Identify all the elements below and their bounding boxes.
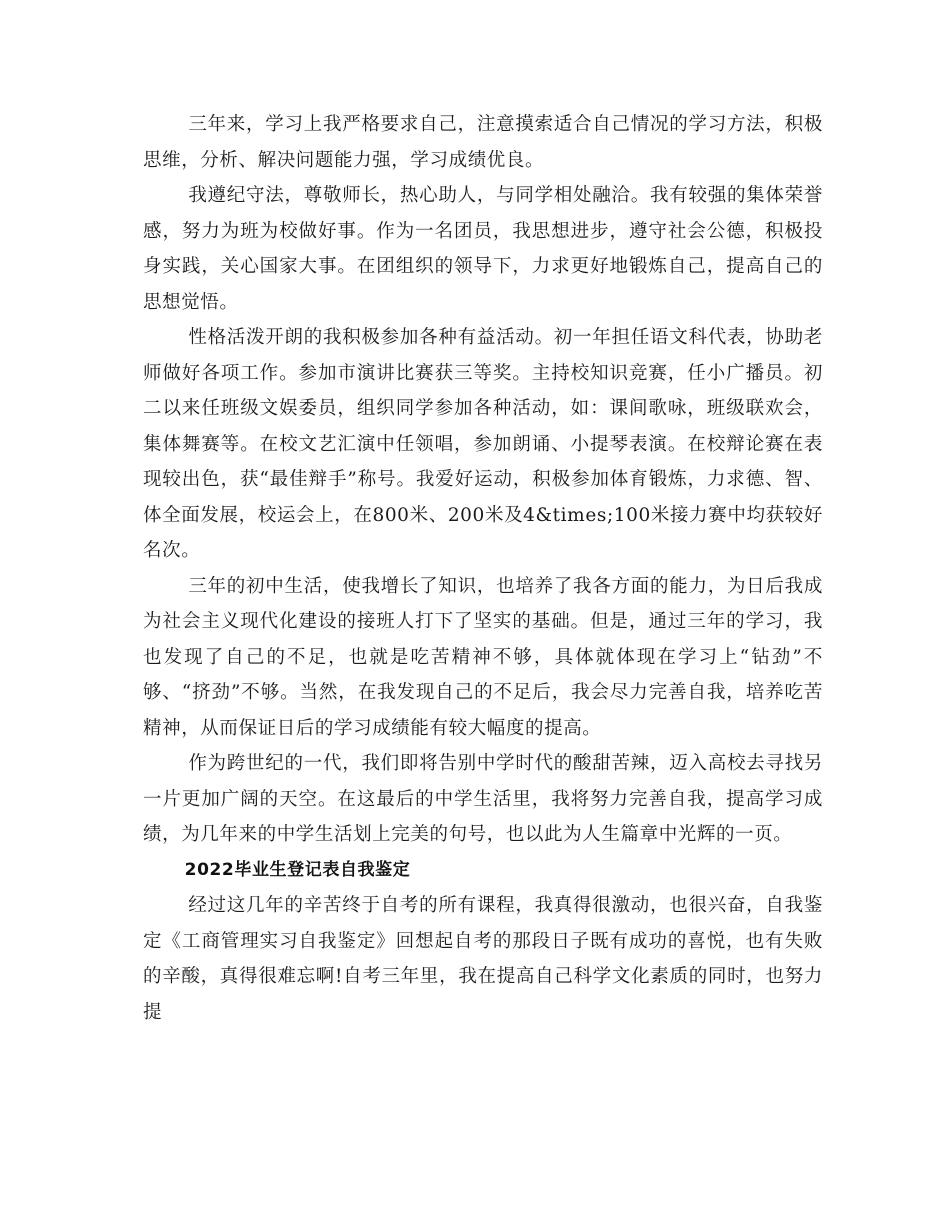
section-heading: 2022毕业生登记表自我鉴定 xyxy=(184,859,411,880)
paragraph-activities: 性格活泼开朗的我积极参加各种有益活动。初一年担任语文科代表，协助老师做好各项工作。参加市演讲比赛获三等奖。主持校知识竞赛，任小广播员。初二以来任班级文娱委员，组织同学参加各种活动，如：课间歌咏，班级联欢会，集体舞赛等。在校文艺汇演中任领唱，参加朗诵、小提琴表演。在校辩论赛在表现较出色，获“最佳辩手”称号。我爱好运动，积极参加体育锻炼，力求德、智、体全面发展，校运会上，在800米、200米及4&times;100米接力赛中均获较好名次。 xyxy=(143,327,823,561)
paragraph-self-exam: 经过这几年的辛苦终于自考的所有课程，我真得很激动，也很兴奋，自我鉴定《工商管理实习自我鉴定》回想起自考的那段日子既有成功的喜悦，也有失败的辛酸，真得很难忘啊!自考三年里，我在提高自己科学文化素质的同时，也努力提 xyxy=(143,895,823,1023)
document-body xyxy=(143,107,823,1030)
paragraph-reflection: 三年的初中生活，使我增长了知识，也培养了我各方面的能力，为日后我成为社会主义现代化建设的接班人打下了坚实的基础。但是，通过三年的学习，我也发现了自己的不足，也就是吃苦精神不够，具体就体现在学习上“钻劲”不够、“挤劲”不够。当然，在我发现自己的不足后，我会尽力完善自我，培养吃苦精神，从而保证日后的学习成绩能有较大幅度的提高。 xyxy=(143,575,823,739)
paragraph-study: 三年来，学习上我严格要求自己，注意摸索适合自己情况的学习方法，积极思维，分析、解决问题能力强，学习成绩优良。 xyxy=(143,114,823,171)
paragraph-conclusion: 作为跨世纪的一代，我们即将告别中学时代的酸甜苦辣，迈入高校去寻找另一片更加广阔的天空。在这最后的中学生活里，我将努力完善自我，提高学习成绩，为几年来的中学生活划上完美的句号，也以此为人生篇章中光辉的一页。 xyxy=(143,753,823,845)
paragraph-conduct: 我遵纪守法，尊敬师长，热心助人，与同学相处融洽。我有较强的集体荣誉感，努力为班为校做好事。作为一名团员，我思想进步，遵守社会公德，积极投身实践，关心国家大事。在团组织的领导下，力求更好地锻炼自己，提高自己的思想觉悟。 xyxy=(143,185,823,313)
